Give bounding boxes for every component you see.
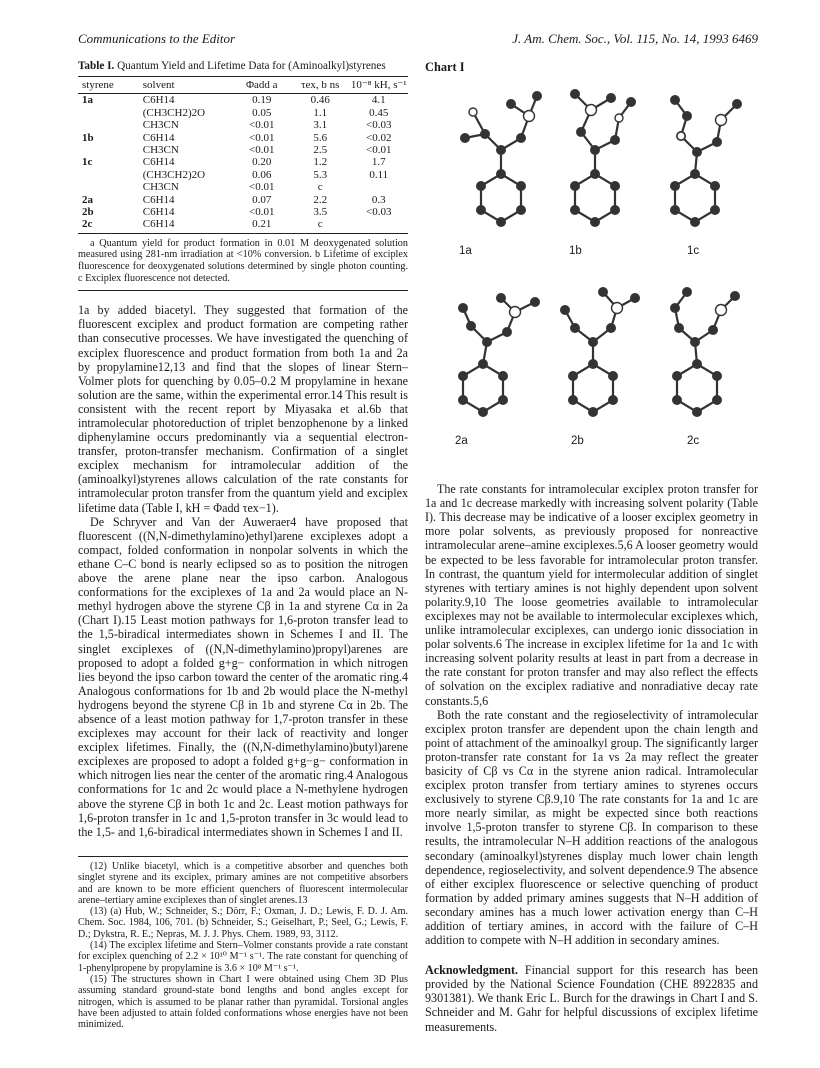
cell-styrene: 1c bbox=[82, 156, 93, 169]
cell-kh: 1.7 bbox=[371, 156, 386, 169]
cell-solvent: (CH3CH2)2O bbox=[142, 168, 206, 181]
cell-styrene bbox=[78, 181, 143, 193]
nitrogen-and-hydrogen-atoms bbox=[469, 105, 727, 318]
structure-label-2a: 2a bbox=[455, 435, 468, 448]
cell-kh: 0.3 bbox=[371, 193, 386, 206]
cell-phi: <0.01 bbox=[249, 181, 275, 194]
structure-2a bbox=[463, 298, 535, 412]
cell-solvent: C6H14 bbox=[142, 94, 175, 107]
cell-tau: 0.46 bbox=[310, 94, 330, 107]
paragraph: Both the rate constant and the regioselectivity of intramolecular exciplex proton transfer are dependent upon the chain length and point of attachment of the aminoalkyl group. The significantly larger proton-transfer rate constant for 1a vs 2a may reflect the greater basicity of Cβ vs Cα in the styrene anion radical. Intramolecular exciplex proton transfer from tertiary amines to styrenes occurs exclusively to styrene Cβ.9,10 The rate constants for 1a and 1c are more nearly similar, as might be expected since both reactions involve 1,5-proton transfer to styrene Cβ. In comparison to these results, the intramolecular N–H addition reactions of the analogous secondary (aminoalkyl)styrenes display much lower chain length dependence, regioselectivity, and solvent dependence.9 The absence of either exciplex fluorescence or selective quenching of product formation by added primary amines suggests that N–H addition of secondary amines has a much lower activation energy than C–H addition of tertiary amines, in accord with the failure of C–H addition to compete with N–H addition in secondary amines. bbox=[425, 707, 758, 948]
table-row bbox=[78, 218, 408, 233]
reference-14: (14) The exciplex lifetime and Stern–Volmer constants provide a rate constant for exciplex quenching of 2.2 × 10¹⁰ M⁻¹ s⁻¹. The rate constant for quenching of 1-phenylpropene by propylamine is 3.6 × 10⁸ M⁻¹ s⁻¹. bbox=[78, 940, 408, 974]
structure-1b bbox=[575, 94, 631, 222]
paragraph: The rate constants for intramolecular exciplex proton transfer for 1a and 1c decrease markedly with increasing solvent polarity (Table I). This decrease may be indicative of a looser exciplex geometry in more polar solvents, as previously proposed for nonreactive intramolecular arene–amine exciplexes.5,6 A looser geometry would be expected to be less favorable for intramolecular proton transfer. In contrast, the quantum yield for intermolecular addition of singlet styrenes with tertiary amines is not highly dependent upon solvent polarity.9,10 The loose geometries available to intramolecular exciplexes may not be available to intermolecular exciplexes which, unlike intramolecular exciplexes, can undergo ionic dissociation in polar solvents.6 The increase in exciplex lifetime for 1a and 1c with increasing solvent polarity results at least in part from a decrease in the rate constant for proton transfer and may also reflect the effects of solvation on the exciplex radiative and nonradiative decay rate constants.5,6 bbox=[425, 482, 758, 708]
acknowledgment bbox=[425, 963, 758, 1033]
footnote-references bbox=[78, 856, 408, 1030]
table-row bbox=[78, 94, 408, 107]
reference-15: (15) The structures shown in Chart I were obtained using Chem 3D Plus assuming standard ground-state bond lengths and bond angles except for nitrogen, which is assumed to be planar rather than pyramidal. Torsional angles have been adjusted to attain folded conformations whose energies have not been minimized. bbox=[78, 973, 408, 1031]
table-row bbox=[78, 181, 408, 193]
table-row bbox=[78, 119, 408, 131]
cell-phi: 0.20 bbox=[252, 156, 272, 169]
col-header-kh: 10⁻⁸ kH, s⁻¹ bbox=[349, 77, 408, 94]
right-body-text bbox=[425, 482, 758, 947]
cell-kh bbox=[349, 218, 408, 233]
cell-solvent: C6H14 bbox=[143, 218, 233, 233]
paragraph: 1a by added biacetyl. They suggested that formation of the fluorescent exciplex and product formation are competing rather than consecutive processes. We have investigated the quenching of exciplex fluorescence and product formation from both 1a and 2a by propylamine12,13 and find that the slopes of linear Stern–Volmer plots for quenching by 0.05–0.2 M propylamine in hexane solution are the same, within the experimental error.14 This result is consistent with the recent report by Miyasaka et al.6b that intramolecular photoreduction of triplet benzophenone by a linked diphenylamine occurs predominantly via a sequential electron-transfer, proton-transfer mechanism. Confirmation of a singlet exciplex mechanism for intramolecular addition of the (aminoalkyl)styrenes allows calculation of the rate constants for intramolecular proton transfer from the quantum yield and exciplex lifetime data (Table I, kH = Φadd τex−1). bbox=[78, 303, 408, 515]
cell-phi: <0.01 bbox=[249, 131, 275, 144]
cell-kh: <0.03 bbox=[366, 119, 392, 132]
cell-solvent: (CH3CH2)2O bbox=[142, 106, 206, 119]
cell-styrene bbox=[78, 107, 143, 119]
cell-kh: 0.11 bbox=[369, 168, 389, 181]
table-row bbox=[78, 206, 408, 218]
running-header bbox=[78, 31, 758, 49]
cell-kh: 0.45 bbox=[369, 106, 389, 119]
reference-12: (12) Unlike biacetyl, which is a competitive absorber and quenches both singlet styrene and its exciplex, primary amines are not competitive absorbers and are known to be more efficient quenchers of fluorescent intermolecular arene–tertiary amine exciplexes than of singlet arenes.13 bbox=[78, 861, 408, 906]
cell-solvent: CH3CN bbox=[142, 181, 179, 194]
cell-phi: <0.01 bbox=[249, 144, 275, 157]
structure-label-2c: 2c bbox=[687, 435, 700, 448]
cell-phi: 0.06 bbox=[252, 168, 272, 181]
molecular-structures-figure bbox=[425, 76, 758, 472]
table-row bbox=[78, 156, 408, 168]
cell-phi: 0.21 bbox=[233, 218, 291, 233]
cell-phi: <0.01 bbox=[249, 206, 275, 219]
cell-solvent: C6H14 bbox=[142, 193, 175, 206]
quantum-yield-table bbox=[78, 76, 408, 234]
chart-title: Chart I bbox=[425, 60, 465, 74]
cell-solvent: C6H14 bbox=[142, 206, 175, 219]
cell-tau: 1.1 bbox=[313, 106, 328, 119]
table-title: Quantum Yield and Lifetime Data for (Aminoalkyl)styrenes bbox=[117, 60, 386, 72]
acknowledgment-text: Financial support for this research has been provided by the National Science Foundation (CHE 8922835 and 9301381). We thank Eric L. Burch for the drawings in Chart I and S. Schneider and M. Gahr for helpful discussions of exciplex lifetime measurements. bbox=[425, 963, 758, 1034]
cell-styrene bbox=[78, 169, 143, 181]
cell-tau: 3.5 bbox=[313, 206, 328, 219]
table-row bbox=[78, 132, 408, 144]
table-row bbox=[78, 194, 408, 206]
cell-tau: 2.2 bbox=[313, 193, 328, 206]
cell-styrene: 1b bbox=[82, 131, 94, 144]
cell-tau: c bbox=[291, 218, 349, 233]
cell-styrene: 2a bbox=[82, 193, 93, 206]
col-header-styrene: styrene bbox=[78, 77, 143, 94]
cell-phi: 0.07 bbox=[252, 193, 272, 206]
structure-label-1c: 1c bbox=[687, 245, 700, 258]
reference-13: (13) (a) Hub, W.; Schneider, S.; Dörr, F.; Oxman, J. D.; Lewis, F. D. J. Am. Chem. Soc. 1984, 106, 701. (b) Schneider, S.; Geiselhart, P.; Seel, G.; Lewis, F. D.; Dykstra, R. E.; Nepras, M. J. J. Phys. Chem. 1989, 93, 3112. bbox=[78, 906, 408, 940]
cell-phi: 0.05 bbox=[252, 106, 272, 119]
cell-tau: 2.5 bbox=[313, 144, 328, 157]
cell-solvent: C6H14 bbox=[142, 131, 175, 144]
cell-phi: <0.01 bbox=[249, 119, 275, 132]
table-row bbox=[78, 144, 408, 156]
header-citation: J. Am. Chem. Soc., Vol. 115, No. 14, 1993 6469 bbox=[512, 31, 758, 46]
cell-styrene bbox=[78, 119, 143, 131]
col-header-phi: Φadd a bbox=[233, 77, 291, 94]
table-footnote: a Quantum yield for product formation in 0.01 M deoxygenated solution measured using 281-nm irradiation at <10% conversion. b Lifetime of exciplex fluorescence for deoxygenated solutions determined by single photon counting. c Exciplex fluorescence not detected. bbox=[78, 238, 408, 291]
structure-label-1a: 1a bbox=[459, 245, 472, 258]
cell-kh bbox=[349, 181, 408, 193]
cell-styrene: 2b bbox=[82, 206, 94, 219]
table-caption bbox=[78, 60, 408, 73]
cell-tau: 5.6 bbox=[313, 131, 328, 144]
header-section: Communications to the Editor bbox=[78, 31, 236, 46]
cell-kh: <0.03 bbox=[366, 206, 392, 219]
cell-styrene: 1a bbox=[82, 94, 93, 107]
table-body bbox=[78, 94, 408, 233]
table-header-row bbox=[78, 77, 408, 94]
structure-label-2b: 2b bbox=[571, 435, 584, 448]
cell-kh: <0.02 bbox=[366, 131, 392, 144]
cell-tau: 1.2 bbox=[313, 156, 328, 169]
col-header-solvent: solvent bbox=[143, 77, 233, 94]
cell-styrene bbox=[78, 144, 143, 156]
cell-phi: 0.19 bbox=[252, 94, 272, 107]
cell-kh: <0.01 bbox=[366, 144, 392, 157]
cell-styrene: 2c bbox=[78, 218, 143, 233]
cell-solvent: CH3CN bbox=[142, 119, 179, 132]
structure-2b bbox=[565, 292, 635, 412]
cell-tau: 3.1 bbox=[313, 119, 328, 132]
cell-solvent: CH3CN bbox=[142, 144, 179, 157]
right-column bbox=[425, 60, 758, 1034]
left-body-text bbox=[78, 303, 408, 839]
left-column bbox=[78, 60, 408, 839]
paragraph: De Schryver and Van der Auweraer4 have proposed that fluorescent ((N,N-dimethylamino)ethyl)arene exciplexes adopt a compact, folded conformation in nonpolar solvents in which the ethane C–C bond is nearly eclipsed so as to position the nitrogen above the arene plane near the ipso carbon. Analogous conformations for the exciplexes of 1a and 2a would place an N-methyl hydrogen above the styrene Cβ in 1a and styrene Cα in 2a (Chart I).15 Least motion pathways for 1,6-proton transfer lead to the 1,5-biradical intermediates shown in Schemes I and II. The singlet exciplexes of ((N,N-dimethylamino)propyl)arenes are proposed to adopt a folded g+g− conformation in which nitrogen lies beyond the ipso carbon toward the center of the aromatic ring.4 Analogous conformations for 1b and 2b would place the N-methyl hydrogens beyond the styrene Cβ in 1b and styrene Cα in 2b. The absence of a least motion pathway for 1,7-proton transfer in these exciplexes may account for their lack of reactivity and longer exciplex lifetimes. Finally, the ((N,N-dimethylamino)butyl)arene exciplexes are proposed to adopt a folded g+g−g− conformation in which nitrogen lies near the center of the aromatic ring.4 Analogous conformations for 1c and 2c would place a N-methylene hydrogen above the styrene Cβ in both 1c and 2c. Least motion pathways for 1,6-proton transfer in 1c and 1,5-proton transfer in 3c would lead to the 1,5- and 1,6-biradical intermediates shown in Schemes I and II. bbox=[78, 514, 408, 839]
chart-structures bbox=[425, 76, 758, 472]
cell-tau: c bbox=[317, 181, 323, 194]
col-header-tau: τex, b ns bbox=[291, 77, 349, 94]
structure-label-1b: 1b bbox=[569, 245, 582, 258]
table-row bbox=[78, 169, 408, 181]
cell-tau: 5.3 bbox=[313, 168, 328, 181]
table-row bbox=[78, 107, 408, 119]
table-label: Table I. bbox=[78, 60, 115, 72]
cell-kh: 4.1 bbox=[371, 94, 386, 107]
acknowledgment-heading: Acknowledgment. bbox=[425, 963, 519, 978]
cell-solvent: C6H14 bbox=[142, 156, 175, 169]
